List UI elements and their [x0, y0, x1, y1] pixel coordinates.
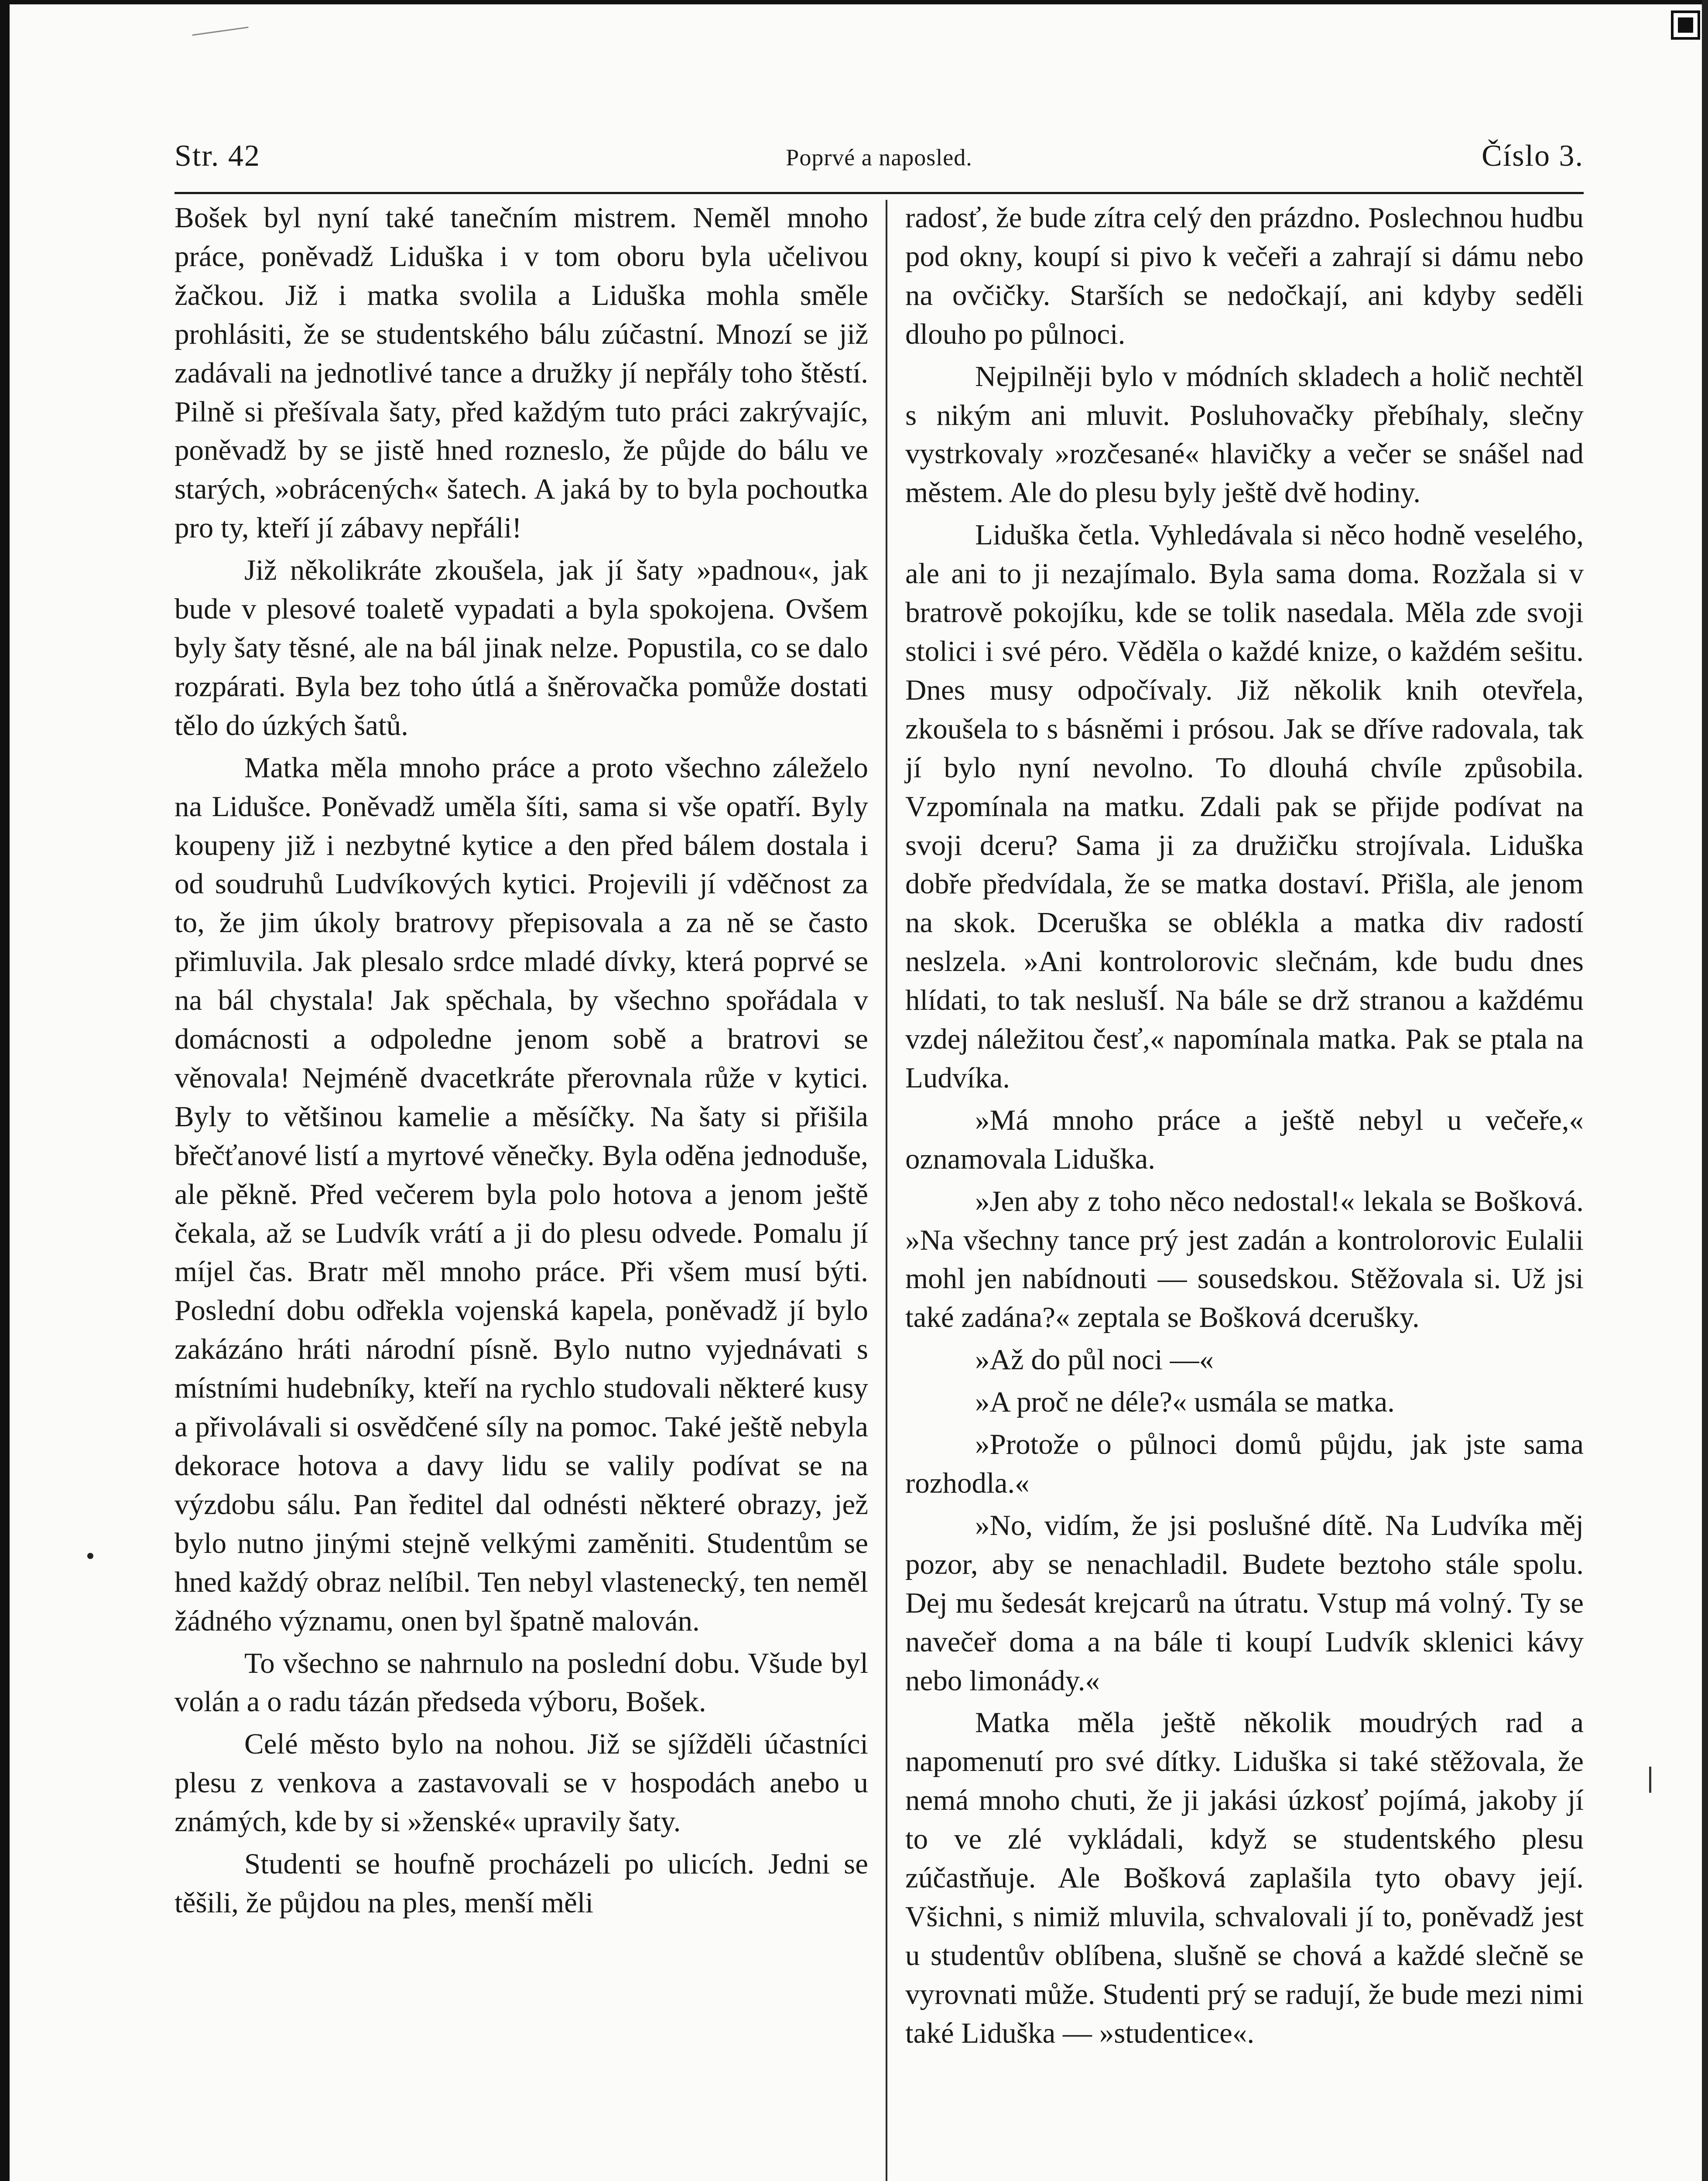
column-divider — [886, 200, 887, 2181]
margin-mark — [1649, 1767, 1651, 1793]
paragraph: Matka měla ještě několik moudrých rad a napomenutí pro své dítky. Liduška si také stěžovala, že nemá mnoho chuti, že ji jakási úzkosť pojímá, jakoby jí to ve zlé vykládali, když se studentského plesu zúčastňuje. Ale Bošková zaplašila tyto obavy její. Všichni, s nimiž mluvila, schvalovali jí to, poněvadž jest u studentův oblíbena, slušně se chová a každé slečně se vyrovnati může. Studenti prý se radují, že bude mezi nimi také Liduška — »studentice«. — [905, 1706, 1584, 2049]
issue-number: Číslo 3. — [1482, 139, 1584, 173]
paragraph: Studenti se houfně procházeli po ulicích. Jedni se těšili, že půjdou na ples, menší měli — [175, 1848, 868, 1919]
scan-border-right — [1702, 0, 1708, 2181]
paragraph: To všechno se nahrnulo na poslední dobu. Všude byl volán a o radu tázán předseda výboru, Bošek. — [175, 1647, 868, 1718]
paragraph: »No, vidím, že jsi poslušné dítě. Na Ludvíka měj pozor, aby se nenachladil. Budete beztoho stále spolu. Dej mu šedesát krejcarů na útratu. Vstup má volný. Ty se navečeř doma a na bále ti koupí Ludvík sklenici kávy nebo limonády.« — [905, 1509, 1584, 1697]
page-number: Str. 42 — [175, 139, 260, 173]
corner-registration-mark — [1671, 10, 1700, 40]
right-column — [905, 198, 1584, 2056]
paragraph: »Má mnoho práce a ještě nebyl u večeře,« oznamovala Liduška. — [905, 1104, 1584, 1175]
paragraph: Již několikráte zkoušela, jak jí šaty »padnou«, jak bude v plesové toaletě vypadati a byla spokojena. Ovšem byly šaty těsné, ale na bál jinak nelze. Popustila, co se dalo rozpárati. Byla bez toho útlá a šněrovačka pomůže dostati tělo do úzkých šatů. — [175, 554, 868, 742]
scan-border-top — [0, 0, 1708, 4]
paragraph: »Až do půl noci —« — [975, 1343, 1214, 1376]
paragraph: radosť, že bude zítra celý den prázdno. Poslechnou hudbu pod okny, koupí si pivo k večeři a zahrají si dámu nebo na ovčičky. Starších se nedočkají, ani kdyby seděli dlouho po půlnoci. — [905, 202, 1584, 350]
paragraph: »Jen aby z toho něco nedostal!« lekala se Bošková. »Na všechny tance prý jest zadán a kontrolorovic Eulalii mohl jen nabídnouti — sousedskou. Stěžovala si. Už jsi také zadána?« zeptala se Bošková dcerušky. — [905, 1185, 1584, 1334]
paragraph: »Protože o půlnoci domů půjdu, jak jste sama rozhodla.« — [905, 1428, 1584, 1499]
paragraph: Celé město bylo na nohou. Již se sjížděli účastníci plesu z venkova a zastavovali se v hospodách anebo u známých, kde by si »ženské« upravily šaty. — [175, 1728, 868, 1838]
scan-scratch — [192, 27, 248, 36]
paragraph: Matka měla mnoho práce a proto všechno záleželo na Lidušce. Poněvadž uměla šíti, sama si vše opatří. Byly koupeny již i nezbytné kytice a den před bálem dostala i od soudruhů Ludvíkových kytici. Projevili jí vděčnost za to, že jim úkoly bratrovy přepisovala a za ně se často přimluvila. Jak plesalo srdce mladé dívky, která poprvé se na bál chystala! Jak spěchala, by všechno spořádala v domácnosti a odpoledne jenom sobě a bratrovi se věnovala! Nejméně dvacetkráte přerovnala růže v kytici. Byly to většinou kamelie a měsíčky. Na šaty si přišila břečťanové listí a myrtové věnečky. Byla oděna jednoduše, ale pěkně. Před večerem byla polo hotova a jenom ještě čekala, až se Ludvík vrátí a ji do plesu odvede. Pomalu jí míjel čas. Bratr měl mnoho práce. Při všem musí býti. Poslední dobu odřekla vojenská kapela, poněvadž jí bylo zakázáno hráti národní písně. Bylo nutno vyjednávati s místními hudebníky, kteří na rychlo studovali některé kusy a přivolávali si osvědčené síly na pomoc. Také ještě nebyla dekorace hotova a davy lidu se valily podívat se na výzdobu sálu. Pan ředitel dal odnésti některé obrazy, jež bylo nutno jinými stejně velkými zaměniti. Studentům se hned každý obraz nelíbil. Ten nebyl vlastenecký, ten neměl žádného významu, onen byl špatně malován. — [175, 751, 868, 1637]
scan-speck — [87, 1553, 93, 1559]
paragraph: »A proč ne déle?« usmála se matka. — [975, 1386, 1395, 1419]
running-header — [175, 139, 1584, 187]
paragraph: Liduška četla. Vyhledávala si něco hodně veselého, ale ani to ji nezajímalo. Byla sama doma. Rozžala si v bratrově pokojíku, kde se tolik nasedala. Měla zde svoji stolici i své péro. Věděla o každé knize, o každém sešitu. Dnes musy odpočívaly. Již několik knih otevřela, zkoušela to s básněmi i prósou. Jak se dříve radovala, tak jí bylo nyní nevolno. To dlouhá chvíle způsobila. Vzpomínala na matku. Zdali pak se přijde podívat na svoji dceru? Sama ji za družičku strojívala. Liduška dobře předvídala, že se matka dostaví. Přišla, ale jenom na skok. Dceruška se oblékla a matka div radostí neslzela. »Ani kontrolorovic slečnám, kde budu dnes hlídati, to tak neslušÍ. Na bále se drž stranou a každému vzdej náležitou česť,« napomínala matka. Pak se ptala na Ludvíka. — [905, 519, 1584, 1094]
paragraph: Bošek byl nyní také tanečním mistrem. Neměl mnoho práce, poněvadž Liduška i v tom oboru byla učelivou žačkou. Již i matka svolila a Liduška mohla směle prohlásiti, že se studentského bálu zúčastní. Mnozí se již zadávali na jednotlivé tance a družky jí nepřály toho štěstí. Pilně si přešívala šaty, před každým tuto práci zakrývajíc, poněvadž by se jistě hned rozneslo, že půjde do bálu ve starých, »obrácených« šatech. A jaká by to byla pochoutka pro ty, kteří jí zábavy nepřáli! — [175, 202, 868, 544]
running-title: Poprvé a naposled. — [786, 144, 972, 171]
scan-border-left — [0, 0, 10, 2181]
paragraph: Nejpilněji bylo v módních skladech a holič nechtěl s nikým ani mluvit. Posluhovačky přebíhaly, slečny vystrkovaly »rozčesané« hlavičky a večer se snášel nad městem. Ale do plesu byly ještě dvě hodiny. — [905, 360, 1584, 509]
header-rule — [175, 192, 1584, 194]
left-column — [175, 198, 868, 1926]
